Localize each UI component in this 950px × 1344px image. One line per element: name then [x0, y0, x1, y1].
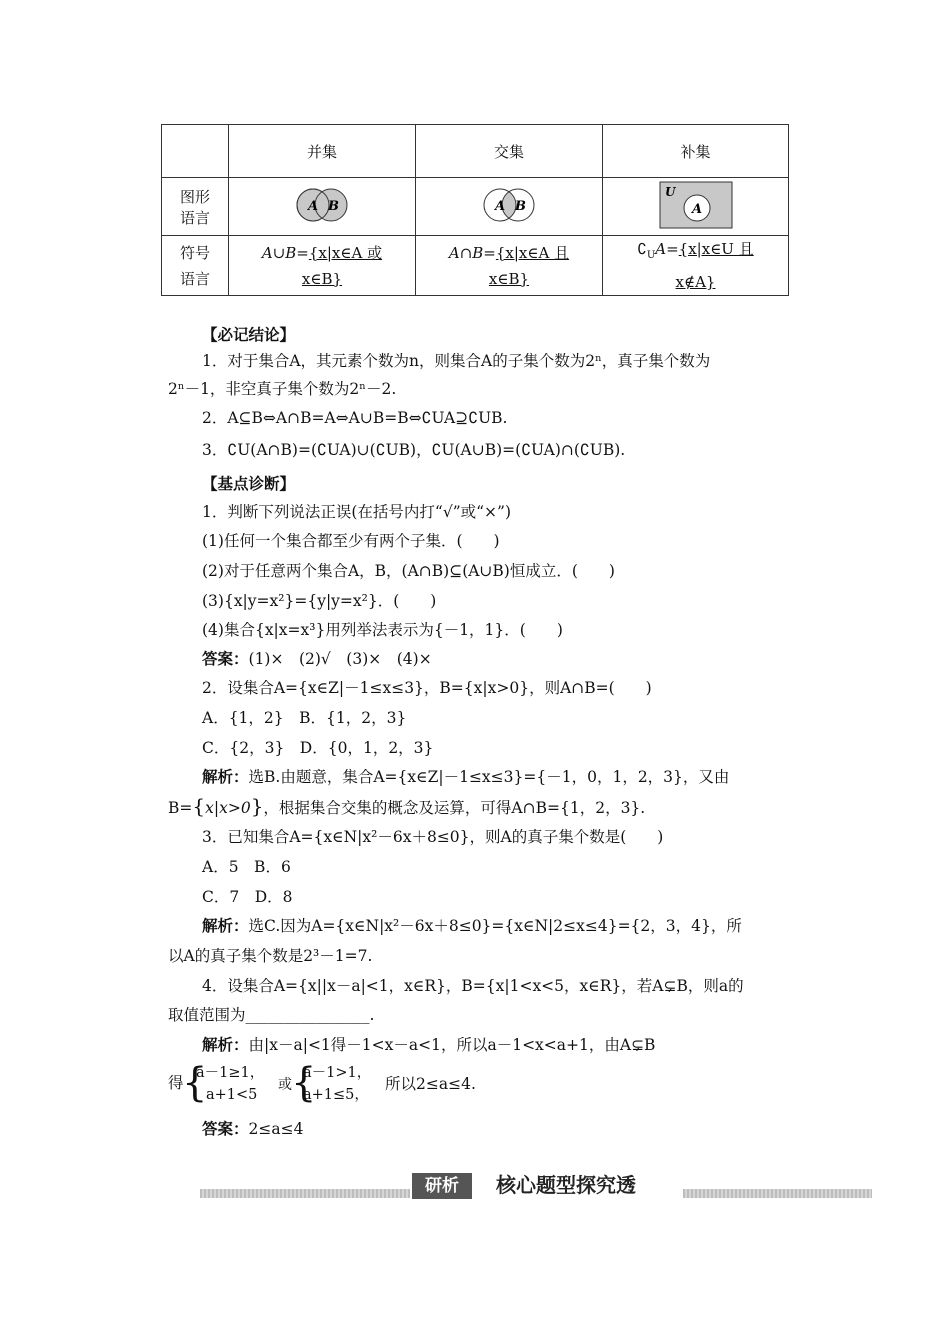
diagnosis-heading: 【基点诊断】: [202, 474, 296, 493]
intersection-definition: [416, 236, 603, 296]
solution-4-text: 由|x－a|<1得－1<x－a<1，所以a－1<x<a+1，由A⊊B: [248, 1036, 656, 1054]
intersection-label-a: A: [495, 198, 506, 214]
question-2-options-ab: A．{1，2} B．{1，2，3}: [202, 709, 407, 727]
intersection-venn-cell: [416, 178, 603, 236]
conclusion-1-line2: 2ⁿ－1，非空真子集个数为2ⁿ－2.: [168, 380, 397, 398]
union-venn-diagram: [287, 185, 357, 225]
solution-2-conclusion: ，根据集合交集的概念及运算，可得A∩B={1，2，3}.: [263, 799, 646, 817]
conclusion-3: 3．∁U(A∩B)=(∁UA)∪(∁UB)，∁U(A∪B)=(∁UA)∩(∁UB).: [202, 441, 626, 459]
solution-4-line1: [202, 1035, 818, 1055]
complement-venn-cell: [603, 178, 789, 236]
union-def-set-end: x∈B}: [301, 269, 343, 288]
system-1-line1: a－1≥1，: [196, 1065, 265, 1081]
solution-3-label: 解析：: [202, 916, 249, 935]
banner-bar-left: [200, 1189, 410, 1198]
intersection-def-set-end: x∈B}: [488, 269, 530, 288]
system-2-brace: {: [291, 1060, 317, 1106]
solution-2-set-b: x|x>0: [205, 799, 251, 817]
complement-def-lhs: A=: [655, 240, 679, 258]
table-row-symbol: [162, 236, 789, 296]
solution-2-label: 解析：: [202, 767, 249, 786]
solution-2-set-b-lhs: B=: [168, 799, 193, 817]
complement-def-set-end: x∉A}: [675, 273, 716, 291]
table-header-complement: 补集: [603, 125, 789, 178]
intersection-def-set: {x|x∈A 且: [495, 243, 570, 262]
question-2-options-cd: C．{2，3} D．{0，1，2，3}: [202, 739, 434, 757]
question-1-3: (3){x|y=x²}={y|y=x²}．( ): [202, 592, 437, 610]
banner-tag: 研析: [412, 1173, 472, 1199]
complement-definition: [603, 236, 789, 296]
section-banner: [200, 1170, 872, 1202]
complement-def-set: {x|x∈U 且: [678, 240, 754, 258]
solution-2-line1: [202, 767, 818, 787]
question-3-options-ab: A．5 B．6: [202, 858, 291, 876]
question-1-1: (1)任何一个集合都至少有两个子集．( ): [202, 532, 500, 550]
question-3: 3．已知集合A={x∈N|x²－6x＋8≤0}，则A的真子集个数是( ): [202, 828, 664, 846]
set-operations-table: [161, 124, 789, 296]
system-1-line2: a+1<5: [206, 1087, 258, 1103]
solution-4-result: 所以2≤a≤4.: [385, 1075, 476, 1093]
symbol-label-line1: 符号: [179, 243, 210, 262]
table-header-row: [162, 125, 789, 178]
banner-bar-right: [683, 1189, 872, 1198]
table-header-intersection: 交集: [416, 125, 603, 178]
union-label-b: B: [328, 198, 339, 214]
table-header-union: 并集: [229, 125, 416, 178]
union-label-a: A: [308, 198, 319, 214]
system-2-line1: a－1>1，: [303, 1065, 372, 1081]
union-def-set: {x|x∈A 或: [308, 243, 383, 262]
intersection-label-b: B: [515, 198, 526, 214]
solution-2-line2: B={x|x>0}，根据集合交集的概念及运算，可得A∩B={1，2，3}.: [168, 794, 646, 818]
answer-4: [202, 1119, 818, 1139]
answer-4-label: 答案：: [202, 1119, 249, 1138]
union-definition: [229, 236, 416, 296]
solution-3-line2: 以A的真子集个数是2³－1=7.: [168, 947, 373, 965]
union-def-lhs: A∪B=: [261, 243, 309, 262]
union-venn-cell: [229, 178, 416, 236]
conclusions-heading: 【必记结论】: [202, 325, 296, 344]
solution-2-text: 选B.由题意，集合A={x∈Z|－1≤x≤3}={－1，0，1，2，3}，又由: [248, 768, 730, 786]
table-row-graph: [162, 178, 789, 236]
conclusion-2: 2．A⊆B⇔A∩B=A⇔A∪B=B⇔∁UA⊇∁UB.: [202, 409, 508, 427]
question-4-line2: 取值范围为________________.: [168, 1006, 375, 1024]
answer-1-label: 答案：: [202, 649, 249, 668]
solution-3-text: 选C.因为A={x∈N|x²－6x＋8≤0}={x∈N|2≤x≤4}={2，3，4}，所: [248, 917, 742, 935]
solution-3-line1: [202, 916, 818, 936]
complement-venn-diagram: [659, 181, 733, 229]
intersection-venn-diagram: [474, 185, 544, 225]
complement-symbol: ∁: [637, 240, 647, 258]
symbol-language-label: [162, 236, 229, 296]
question-1: 1．判断下列说法正误(在括号内打“√”或“×”): [202, 503, 512, 521]
system-2-line2: a+1≤5，: [303, 1087, 369, 1103]
answer-4-value: 2≤a≤4: [248, 1120, 304, 1138]
answer-1: [202, 649, 818, 669]
graph-label-line1: 图形: [179, 187, 210, 206]
banner-title: 核心题型探究透: [496, 1173, 636, 1197]
question-3-options-cd: C．7 D．8: [202, 888, 293, 906]
question-1-4: (4)集合{x|x=x³}用列举法表示为{－1，1}．( ): [202, 621, 563, 639]
question-1-2: (2)对于任意两个集合A，B，(A∩B)⊆(A∪B)恒成立．( ): [202, 562, 615, 580]
answer-1-value: (1)× (2)√ (3)× (4)×: [248, 650, 432, 668]
complement-subscript: U: [646, 250, 656, 261]
intersection-def-lhs: A∩B=: [448, 243, 496, 262]
complement-label-a: A: [691, 201, 702, 217]
system-1-brace: {: [182, 1060, 208, 1106]
solution-4-or: 或: [278, 1077, 292, 1093]
conclusion-1-line1: 1．对于集合A，其元素个数为n，则集合A的子集个数为2ⁿ，真子集个数为: [202, 352, 711, 370]
solution-4-de: 得: [168, 1074, 184, 1092]
complement-label-u: U: [664, 184, 675, 199]
table-header-empty: [162, 125, 229, 178]
question-4-line1: 4．设集合A={x||x－a|<1，x∈R}，B={x|1<x<5，x∈R}，若A⊊B，则a的: [202, 977, 744, 995]
graph-language-label: [162, 178, 229, 236]
question-2: 2．设集合A={x∈Z|－1≤x≤3}，B={x|x>0}，则A∩B=( ): [202, 679, 652, 697]
solution-4-label: 解析：: [202, 1035, 249, 1054]
graph-label-line2: 语言: [179, 208, 210, 227]
symbol-label-line2: 语言: [179, 269, 210, 288]
